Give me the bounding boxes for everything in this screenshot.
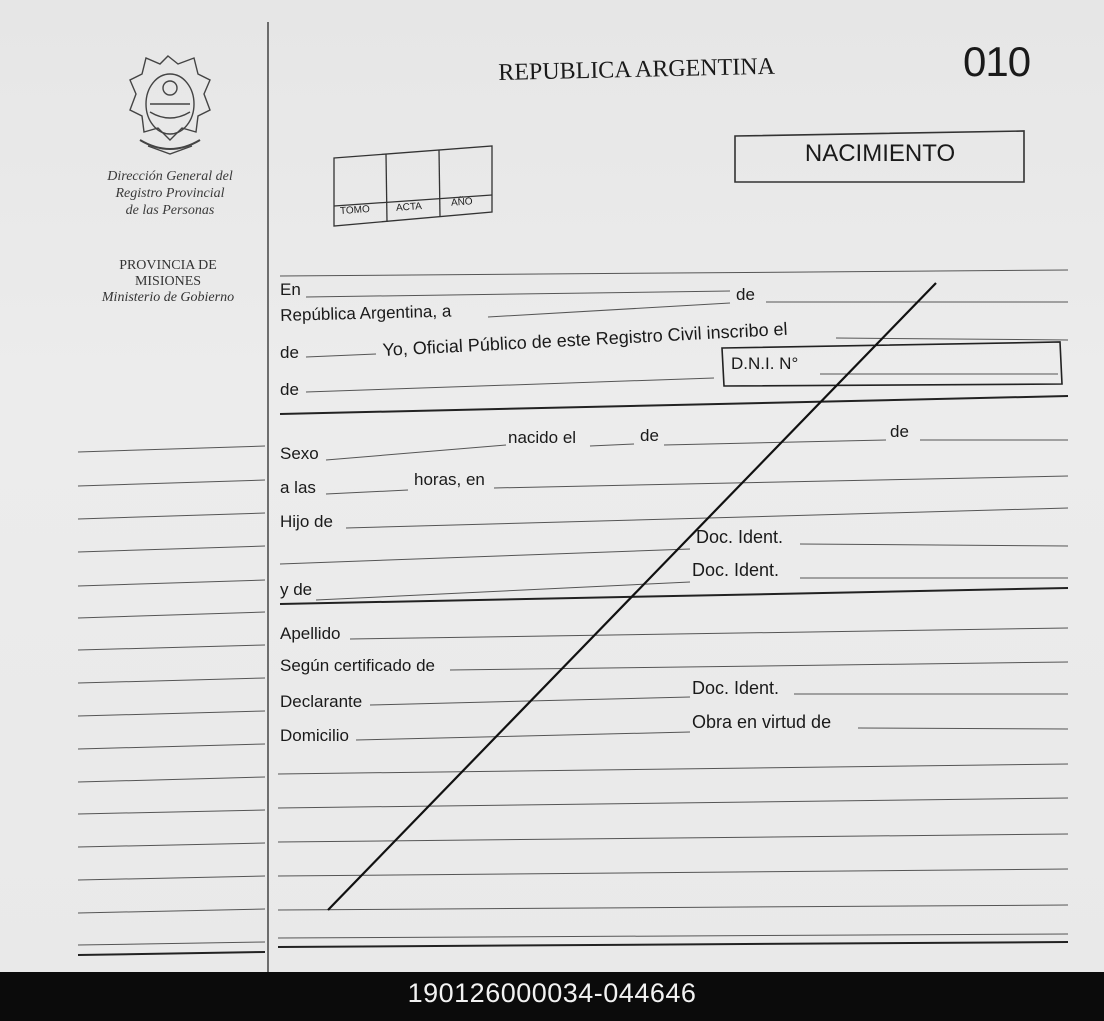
province-line-1: PROVINCIA DE — [119, 258, 217, 273]
label-de-2: de — [280, 343, 299, 362]
label-doc-ident-2: Doc. Ident. — [692, 560, 780, 580]
label-horas: horas, en — [414, 470, 485, 489]
crest-icon — [130, 56, 210, 154]
label-de-4: de — [640, 426, 659, 445]
province-line-2: MISIONES — [134, 274, 202, 289]
ministry-label: Ministerio de Gobierno — [101, 290, 235, 305]
dni-label: D.N.I. N° — [731, 354, 799, 373]
label-en: En — [280, 280, 301, 299]
institution-line-3: de las Personas — [125, 203, 215, 218]
label-a-las: a las — [280, 478, 316, 497]
cancellation-line — [328, 283, 936, 910]
label-segun-certificado: Según certificado de — [280, 656, 435, 675]
tomo-label: TOMO — [339, 203, 371, 218]
label-inscribo: Yo, Oficial Público de este Registro Civil inscribo el — [382, 318, 789, 360]
institution-line-2: Registro Provincial — [115, 186, 225, 201]
label-nacido: nacido el — [508, 428, 577, 447]
label-de-3: de — [280, 380, 299, 399]
label-domicilio: Domicilio — [280, 726, 349, 745]
act-type-label: NACIMIENTO — [804, 140, 956, 167]
label-declarante: Declarante — [280, 692, 363, 711]
label-doc-ident-1: Doc. Ident. — [696, 527, 784, 547]
label-y-de: y de — [280, 580, 313, 599]
label-de-1: de — [736, 285, 755, 304]
label-sexo: Sexo — [280, 444, 319, 463]
ano-label: AÑO — [450, 196, 474, 209]
label-republica: República Argentina, a — [280, 301, 452, 325]
label-apellido: Apellido — [280, 624, 341, 643]
label-obra-en-virtud: Obra en virtud de — [692, 712, 832, 732]
label-doc-ident-3: Doc. Ident. — [692, 678, 780, 698]
form-number: 010 — [963, 38, 1031, 85]
country-title: REPUBLICA ARGENTINA — [498, 53, 776, 86]
institution-line-1: Dirección General del — [107, 169, 233, 184]
label-de-5: de — [890, 422, 909, 441]
acta-label: ACTA — [395, 201, 423, 214]
document-id-text: 190126000034-044646 — [407, 978, 697, 1008]
label-hijo-de: Hijo de — [280, 512, 333, 531]
